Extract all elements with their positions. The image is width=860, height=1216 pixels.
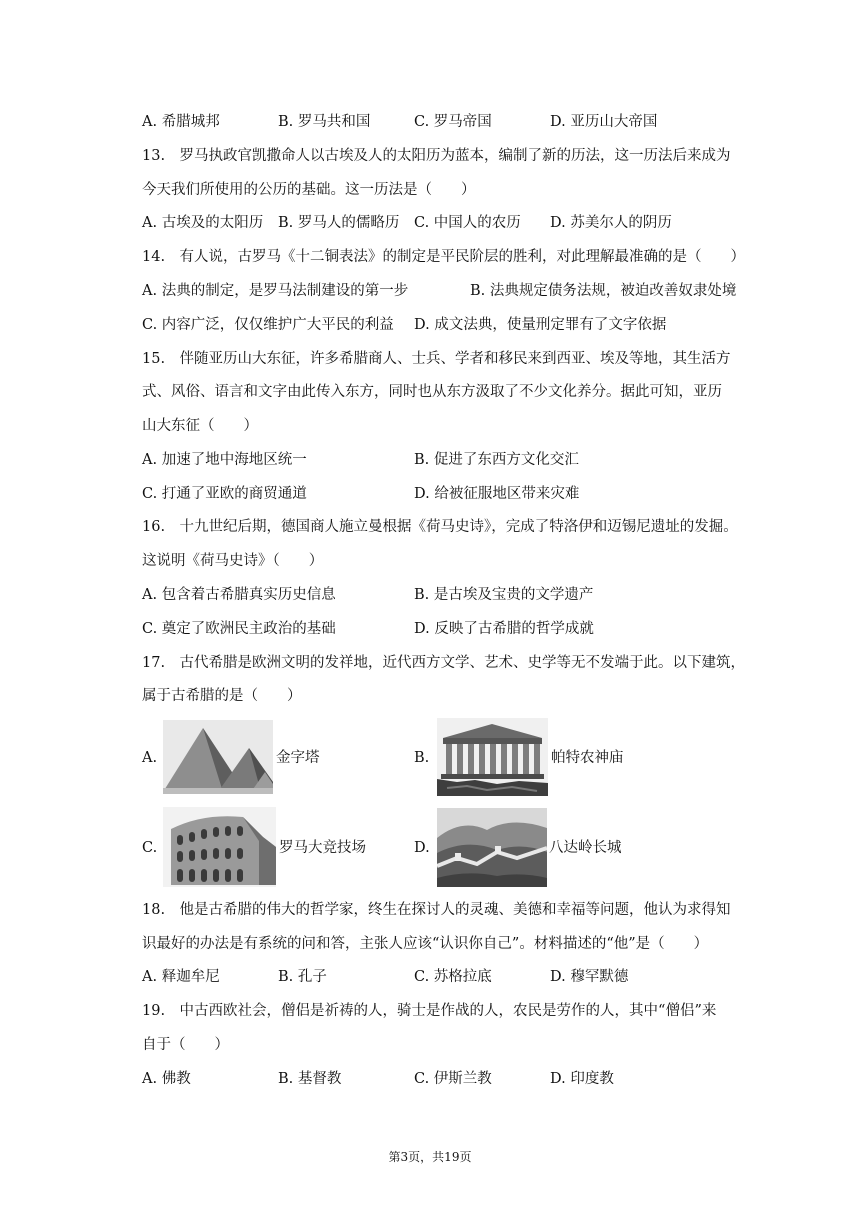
q13-option-c: C. 中国人的农历: [414, 215, 521, 231]
q15-stem-line2: 式、风俗、语言和文字由此传入东方，同时也从东方汲取了不少文化养分。据此可知，亚历: [142, 384, 722, 400]
q18-stem-line1: 18. 他是古希腊的伟大的哲学家，终生在探讨人的灵魂、美德和幸福等问题，他认为求得知: [142, 902, 731, 918]
q14-stem-line1: 14. 有人说，古罗马《十二铜表法》的制定是平民阶层的胜利，对此理解最准确的是（ ）: [142, 249, 746, 265]
q15-option-a: A. 加速了地中海地区统一: [142, 452, 307, 468]
q13-option-b: B. 罗马人的儒略历: [278, 215, 400, 231]
q14-option-c: C. 内容广泛，仅仅维护广大平民的利益: [142, 317, 394, 333]
q18-option-b: B. 孔子: [278, 969, 327, 985]
q13-option-a: A. 古埃及的太阳历: [142, 215, 264, 231]
q14-option-b: B. 法典规定债务法规，被迫改善奴隶处境: [470, 283, 737, 299]
q19-option-c: C. 伊斯兰教: [414, 1071, 492, 1087]
q17-option-a-label: 金字塔: [276, 750, 320, 766]
q15-stem-line3: 山大东征（ ）: [142, 418, 258, 434]
q12-option-a: A. 希腊城邦: [142, 114, 220, 130]
q19-option-b: B. 基督教: [278, 1071, 342, 1087]
q14-option-a: A. 法典的制定，是罗马法制建设的第一步: [142, 283, 409, 299]
page-number: 第3页，共19页: [388, 1150, 472, 1164]
q19-option-d: D. 印度教: [550, 1071, 614, 1087]
q14-option-d: D. 成文法典，使量刑定罪有了文字依据: [414, 317, 667, 333]
q16-option-d: D. 反映了古希腊的哲学成就: [414, 621, 594, 637]
q15-stem-line1: 15. 伴随亚历山大东征，许多希腊商人、士兵、学者和移民来到西亚、埃及等地，其生活方: [142, 351, 731, 367]
q15-option-c: C. 打通了亚欧的商贸通道: [142, 486, 307, 502]
pyramid-image: [163, 720, 273, 794]
great-wall-image: [437, 808, 547, 887]
q17-option-a-letter: A.: [142, 750, 158, 766]
parthenon-image: [437, 718, 548, 796]
q12-option-d: D. 亚历山大帝国: [550, 114, 658, 130]
q13-stem-line2: 今天我们所使用的公历的基础。这一历法是（ ）: [142, 182, 476, 198]
q17-option-d-letter: D.: [414, 840, 430, 856]
q17-option-c-letter: C.: [142, 840, 158, 856]
q17-stem-line1: 17. 古代希腊是欧洲文明的发祥地，近代西方文学、艺术、史学等无不发端于此。以下建筑，: [142, 655, 746, 671]
q18-option-a: A. 释迦牟尼: [142, 969, 220, 985]
colosseum-image: [163, 807, 276, 887]
q15-option-b: B. 促进了东西方文化交汇: [414, 452, 579, 468]
q16-stem-line1: 16. 十九世纪后期，德国商人施立曼根据《荷马史诗》，完成了特洛伊和迈锡尼遗址的发掘。: [142, 519, 738, 535]
q12-option-b: B. 罗马共和国: [278, 114, 371, 130]
q16-option-b: B. 是古埃及宝贵的文学遗产: [414, 587, 594, 603]
q16-option-a: A. 包含着古希腊真实历史信息: [142, 587, 336, 603]
q17-option-d-label: 八达岭长城: [549, 840, 622, 856]
q19-option-a: A. 佛教: [142, 1071, 191, 1087]
q19-stem-line2: 自于（ ）: [142, 1037, 229, 1053]
q18-stem-line2: 识最好的办法是有系统的问和答，主张人应该“认识你自己”。材料描述的“他”是（ ）: [142, 936, 709, 952]
q13-stem-line1: 13. 罗马执政官凯撒命人以古埃及人的太阳历为蓝本，编制了新的历法，这一历法后来成为: [142, 148, 731, 164]
q17-option-b-label: 帕特农神庙: [551, 750, 624, 766]
q12-option-c: C. 罗马帝国: [414, 114, 492, 130]
q18-option-c: C. 苏格拉底: [414, 969, 492, 985]
q18-option-d: D. 穆罕默德: [550, 969, 629, 985]
q15-option-d: D. 给被征服地区带来灾难: [414, 486, 580, 502]
q17-option-c-label: 罗马大竞技场: [279, 840, 366, 856]
q16-stem-line2: 这说明《荷马史诗》（ ）: [142, 553, 324, 569]
q17-stem-line2: 属于古希腊的是（ ）: [142, 688, 302, 704]
q19-stem-line1: 19. 中古西欧社会，僧侣是祈祷的人，骑士是作战的人，农民是劳作的人，其中“僧侣”来: [142, 1003, 717, 1019]
q13-option-d: D. 苏美尔人的阴历: [550, 215, 672, 231]
q17-option-b-letter: B.: [414, 750, 430, 766]
q16-option-c: C. 奠定了欧洲民主政治的基础: [142, 621, 336, 637]
